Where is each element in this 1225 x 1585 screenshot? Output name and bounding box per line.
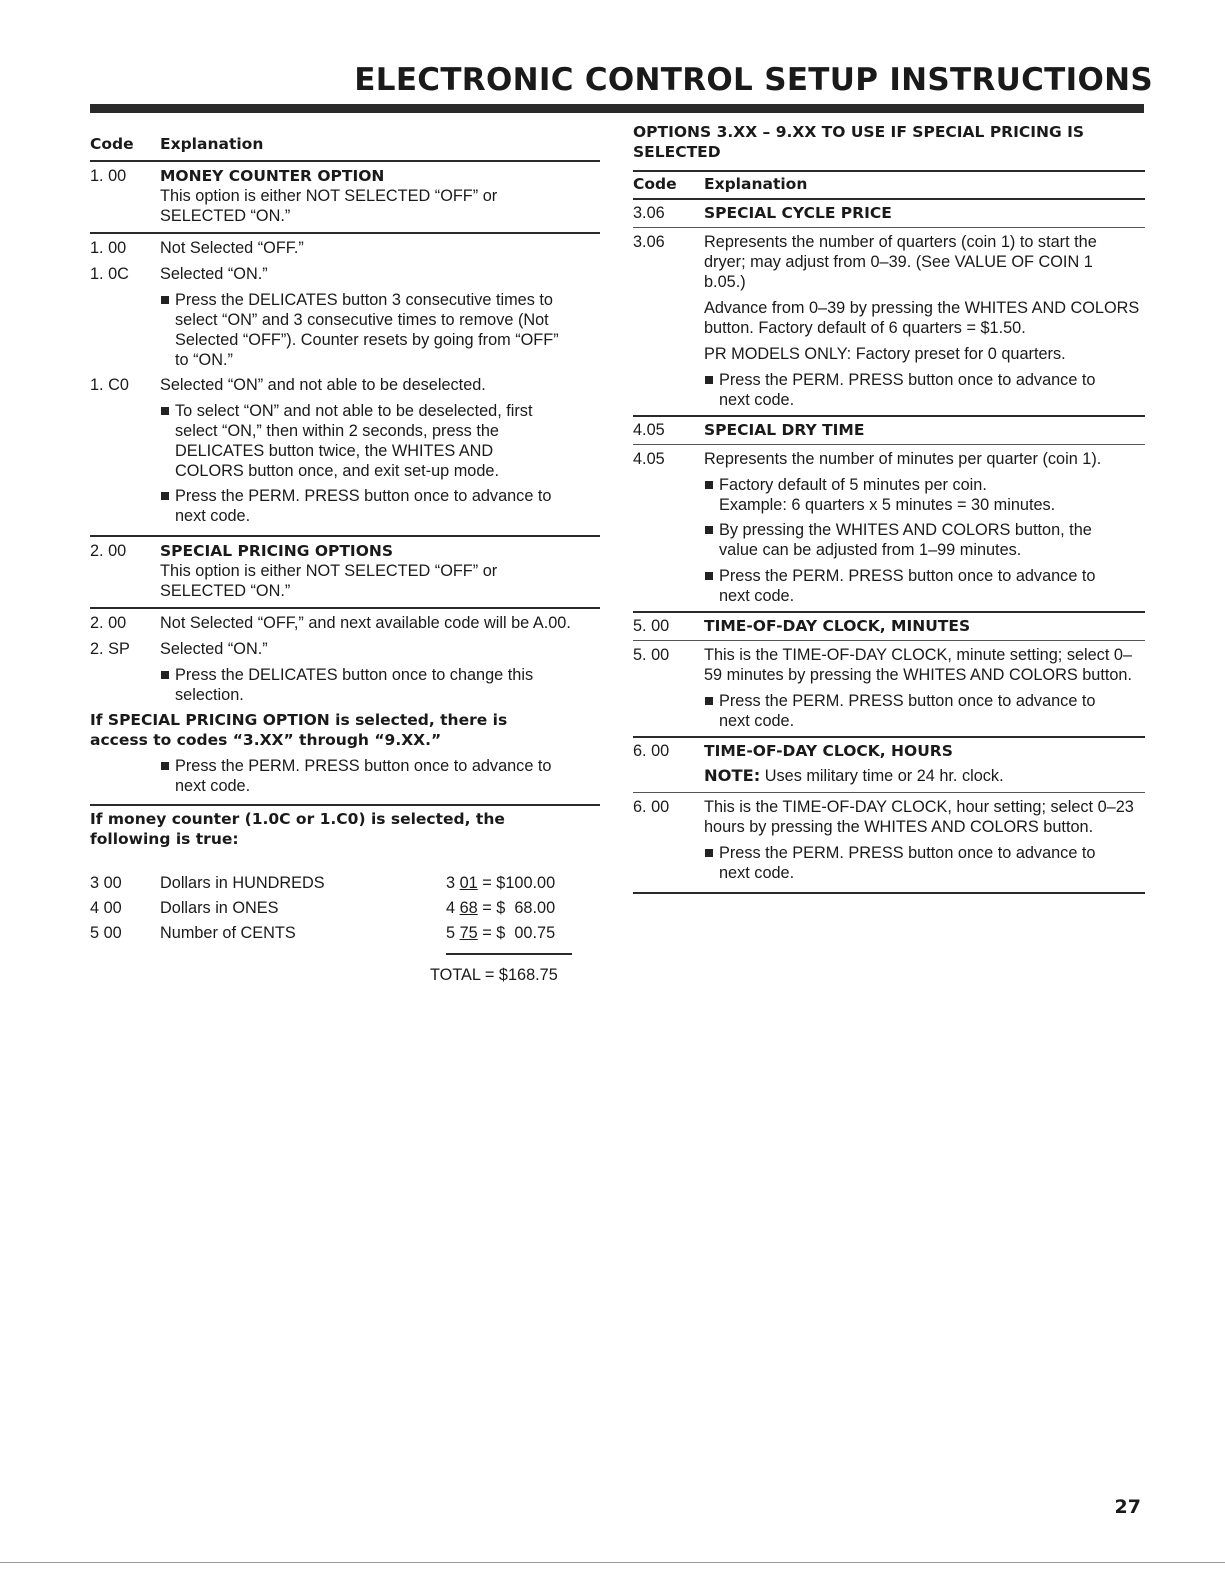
bullet-text: Press the PERM. PRESS button once to advance to next code. [719,371,1096,409]
row-label: Number of CENTS [160,923,296,942]
paragraph: This is the TIME-OF-DAY CLOCK, minute setting; select 0–59 minutes by pressing the WHITES AND COLORS button. [704,646,1133,684]
bullet-square-icon [161,671,169,679]
row-value: 5 75 = $ 00.75 [446,923,556,942]
bullet-text: Press the DELICATES button 3 consecutive times to select “ON” and 3 consecutive times to remove (Not Selected “OFF”). Counter resets by going from “OFF” to “ON.” [175,291,559,369]
bullet-square-icon [705,481,713,489]
page-title: ELECTRONIC CONTROL SETUP INSTRUCTIONS [354,62,1153,98]
col-code-label: Code [90,135,134,153]
bullet-item [161,756,600,796]
bullet-square-icon [705,376,713,384]
money-counter-option-off [90,234,600,258]
clock-minutes-heading [633,613,1145,640]
money-counter-code: 1. 00 [90,167,127,185]
bullet-square-icon [705,697,713,705]
bullet-text: Press the PERM. PRESS button once to advance to next code. [175,757,552,795]
bullet-text: To select “ON” and not able to be deselected, first select “ON,” then within 2 seconds, press the DELICATES button twice, the WHITES AND COLORS button once, and exit set-up mode. [175,402,533,480]
option-text: Selected “ON.” [160,265,268,283]
bullet-item [705,520,1145,560]
money-counter-heading [90,162,600,226]
paragraph: Represents the number of minutes per quarter (coin 1). [704,450,1102,468]
special-pricing-option-off [90,609,600,633]
row-label: Dollars in HUNDREDS [160,873,325,892]
option-code: 1. C0 [90,376,129,394]
clock-hours-note: NOTE: Uses military time or 24 hr. clock. [704,766,1004,785]
option-text: Not Selected “OFF.” [160,239,304,257]
row-code: 3 00 [90,873,122,892]
money-counter-option-locked [90,375,600,526]
bullet-text: Press the PERM. PRESS button once to advance to next code. [719,844,1096,882]
paragraph: This is the TIME-OF-DAY CLOCK, hour setting; select 0–23 hours by pressing the WHITES AND COLORS button. [704,798,1134,836]
table-row [90,895,600,920]
table-row [90,870,600,895]
option-code: 1. 00 [90,239,127,257]
dry-time-details [633,445,1145,606]
row-code: 5 00 [90,923,122,942]
bullet-item [705,691,1145,731]
page-number: 27 [1114,1496,1141,1518]
row-value: 3 01 = $100.00 [446,873,556,892]
option-code: 2. SP [90,640,130,658]
bullet-item [705,566,1145,606]
clock-hours-title: TIME-OF-DAY CLOCK, HOURS [704,742,953,760]
bullet-item [705,843,1145,883]
clock-hours-code: 6. 00 [633,742,670,760]
bullet-text: Press the PERM. PRESS button once to advance to next code. [719,567,1096,605]
option-text: Selected “ON” and not able to be deselected. [160,376,486,394]
col-explanation-label: Explanation [160,135,264,153]
bullet-square-icon [161,296,169,304]
bullet-square-icon [161,762,169,770]
bullet-item [705,370,1145,410]
option-code: 2. 00 [90,614,127,632]
bullet-square-icon [161,407,169,415]
row-code: 4 00 [90,898,122,917]
table-row [90,920,600,945]
dry-time-code: 4.05 [633,421,665,439]
access-note: If SPECIAL PRICING OPTION is selected, there is access to codes “3.XX” through “9.XX.” [90,711,508,749]
money-counter-desc: This option is either NOT SELECTED “OFF” or SELECTED “ON.” [160,187,498,225]
clock-minutes-title: TIME-OF-DAY CLOCK, MINUTES [704,617,971,635]
paragraph: Advance from 0–39 by pressing the WHITES AND COLORS button. Factory default of 6 quarters = $1.50. [704,299,1140,337]
cycle-price-code: 3.06 [633,204,665,222]
cycle-price-code: 3.06 [633,233,665,251]
right-column [633,122,1145,894]
bullet-example: Example: 6 quarters x 5 minutes = 30 minutes. [719,496,1056,514]
left-column-header [90,134,600,160]
paragraph: Represents the number of quarters (coin 1) to start the dryer; may adjust from 0–39. (See VALUE OF COIN 1 b.05.) [704,233,1097,291]
cycle-price-title: SPECIAL CYCLE PRICE [704,204,892,222]
page-edge-rule [0,1562,1225,1563]
cycle-price-details [633,228,1145,410]
bullet-text: Press the PERM. PRESS button once to advance to next code. [719,692,1096,730]
clock-minutes-code: 5. 00 [633,646,670,664]
bullet-text: Press the PERM. PRESS button once to advance to next code. [175,487,552,525]
money-counter-table [90,870,600,985]
bullet-square-icon [705,526,713,534]
money-counter-option-on [90,264,600,370]
bullet-square-icon [161,492,169,500]
special-pricing-option-on [90,639,600,705]
left-column [90,122,600,985]
dry-time-heading [633,417,1145,444]
bullet-item [705,475,1145,515]
option-text: Selected “ON.” [160,640,268,658]
bullet-text: By pressing the WHITES AND COLORS button, the value can be adjusted from 1–99 minutes. [719,521,1092,559]
option-text: Not Selected “OFF,” and next available code will be A.00. [160,614,571,632]
bullet-text: Factory default of 5 minutes per coin. [719,476,987,494]
bullet-item [161,401,600,481]
bullet-square-icon [705,572,713,580]
clock-hours-details [633,793,1145,883]
access-bullet-row [90,756,600,796]
clock-minutes-code: 5. 00 [633,617,670,635]
bullet-item [161,290,600,370]
special-pricing-code: 2. 00 [90,542,127,560]
right-column-header [633,172,1145,198]
col-code-label: Code [633,175,677,193]
clock-hours-code: 6. 00 [633,798,670,816]
divider [633,892,1145,894]
option-code: 1. 0C [90,265,129,283]
total-rule [446,953,572,955]
special-pricing-title: SPECIAL PRICING OPTIONS [160,542,394,560]
special-pricing-desc: This option is either NOT SELECTED “OFF” or SELECTED “ON.” [160,562,498,600]
bullet-text: Press the DELICATES button once to change this selection. [175,666,534,704]
cycle-price-heading [633,200,1145,227]
clock-minutes-details [633,641,1145,731]
special-pricing-heading [90,537,600,601]
bullet-item [161,486,600,526]
bullet-item [161,665,600,705]
dry-time-title: SPECIAL DRY TIME [704,421,865,439]
dry-time-code: 4.05 [633,450,665,468]
row-value: 4 68 = $ 68.00 [446,898,556,917]
right-section-title: OPTIONS 3.XX – 9.XX TO USE IF SPECIAL PRICING IS SELECTED [633,123,1085,161]
money-counter-title: MONEY COUNTER OPTION [160,167,385,185]
title-rule [90,104,1144,113]
row-label: Dollars in ONES [160,898,279,917]
divider [90,804,600,806]
total-value: TOTAL = $168.75 [430,966,558,984]
paragraph: PR MODELS ONLY: Factory preset for 0 quarters. [704,345,1066,363]
col-explanation-label: Explanation [704,175,808,193]
clock-hours-heading [633,738,1145,786]
bullet-square-icon [705,849,713,857]
money-counter-note: If money counter (1.0C or 1.C0) is selected, the following is true: [90,810,505,848]
